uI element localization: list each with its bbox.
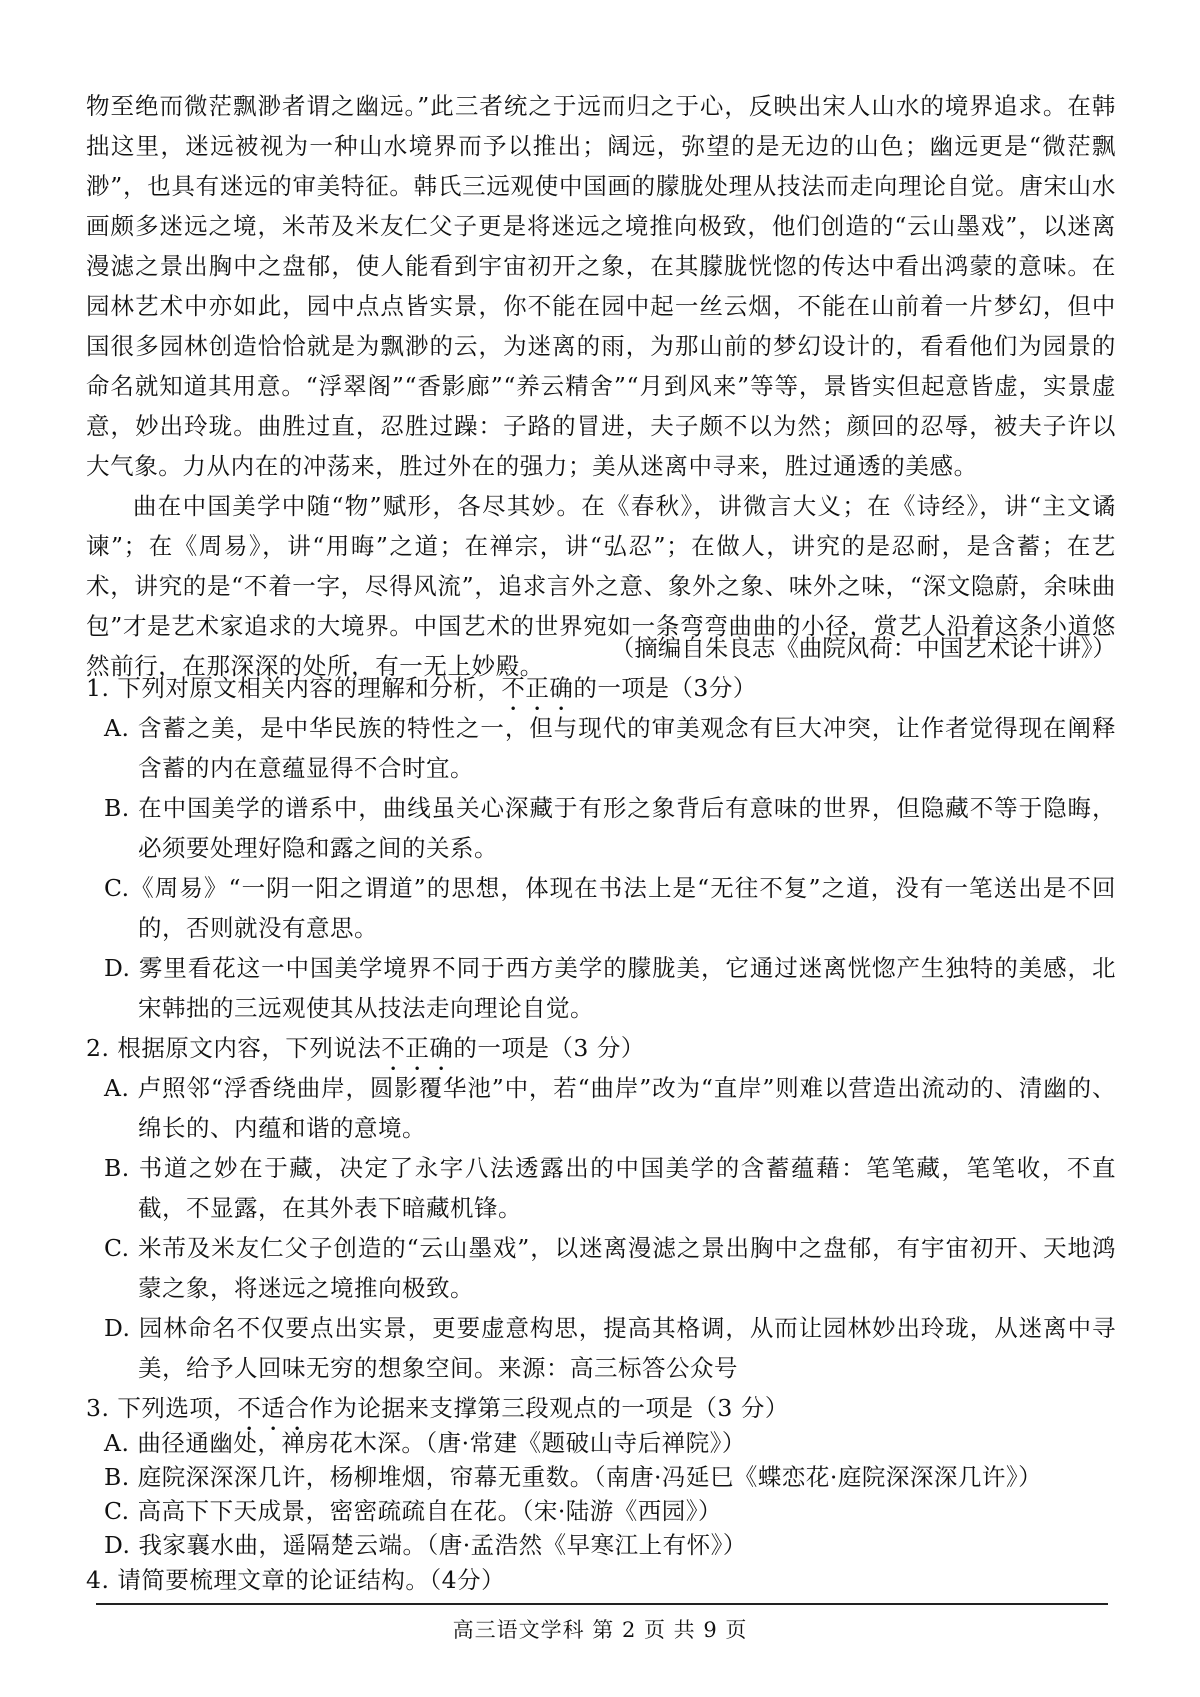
question-3-option-c: C. 高高下下天成景，密密疏疏自在花。（宋·陆游《西园》） — [104, 1497, 723, 1525]
question-3-emphasis: 不适合 — [237, 1394, 310, 1422]
question-3-option-a: A. 曲径通幽处，禅房花木深。（唐·常建《题破山寺后禅院》） — [104, 1429, 746, 1457]
question-1-text: 1. 下列对原文相关内容的理解和分析， — [86, 674, 502, 702]
question-2-score: 的一项是（3 分） — [453, 1034, 645, 1062]
passage-source: （摘编自朱良志《曲院风荷：中国艺术论十讲》） — [610, 634, 1116, 662]
question-2-text: 2. 根据原文内容，下列说法 — [86, 1034, 382, 1062]
question-3-option-b: B. 庭院深深深几许，杨柳堆烟，帘幕无重数。（南唐·冯延巳《蝶恋花·庭院深深深几许》） — [104, 1463, 1043, 1491]
passage-paragraph-1: 物至绝而微茫飘渺者谓之幽远。”此三者统之于远而归之于心，反映出宋人山水的境界追求。在韩拙这里，迷远被视为一种山水境界而予以推出；阔远，弥望的是无边的山色；幽远更是“微茫飘渺”，也具有迷远的审美特征。韩氏三远观使中国画的朦胧处理从技法而走向理论自觉。唐宋山水画颇多迷远之境，米芾及米友仁父子更是将迷远之境推向极致，他们创造的“云山墨戏”，以迷离漫滤之景出胸中之盘郁，使人能看到宇宙初开之象，在其朦胧恍惚的传达中看出鸿蒙的意味。在园林艺术中亦如此，园中点点皆实景，你不能在园中起一丝云烟，不能在山前着一片梦幻，但中国很多园林创造恰恰就是为飘渺的云，为迷离的雨，为那山前的梦幻设计的，看看他们为园景的命名就知道其用意。“浮翠阁”“香影廊”“养云精舍”“月到风来”等等，景皆实但起意皆虚，实景虚意，妙出玲珑。曲胜过直，忍胜过躁：子路的冒进，夫子颇不以为然；颜回的忍辱，被夫子许以大气象。力从内在的冲荡来，胜过外在的强力；美从迷离中寻来，胜过通透的美感。 — [86, 92, 1116, 480]
question-3-text: 3. 下列选项， — [86, 1394, 238, 1422]
question-1-option-a: A. 含蓄之美，是中华民族的特性之一，但与现代的审美观念有巨大冲突，让作者觉得现在阐释含蓄的内在意蕴显得不合时宜。 — [104, 714, 1116, 782]
question-2-option-d: D. 园林命名不仅要点出实景，更要虚意构思，提高其格调，从而让园林妙出玲珑，从迷离中寻美，给予人回味无穷的想象空间。来源：高三标答公众号 — [104, 1314, 1116, 1382]
question-1-option-c: C.《周易》“一阴一阳之谓道”的思想，体现在书法上是“无往不复”之道，没有一笔送出是不回的，否则就没有意思。 — [104, 874, 1116, 942]
question-4-stem: 4. 请简要梳理文章的论证结构。（4分） — [86, 1566, 506, 1594]
question-2-emphasis: 不正确 — [381, 1034, 454, 1062]
question-3-option-d: D. 我家襄水曲，遥隔楚云端。（唐·孟浩然《早寒江上有怀》） — [104, 1531, 747, 1559]
question-1-option-d: D. 雾里看花这一中国美学境界不同于西方美学的朦胧美，它通过迷离恍惚产生独特的美感，北宋韩拙的三远观使其从技法走向理论自觉。 — [104, 954, 1116, 1022]
question-3-score: 作为论据来支撑第三段观点的一项是（3 分） — [309, 1394, 789, 1422]
question-2-option-a: A. 卢照邻“浮香绕曲岸，圆影覆华池”中，若“曲岸”改为“直岸”则难以营造出流动的、清幽的、绵长的、内蕴和谐的意境。 — [104, 1074, 1116, 1142]
footer-divider — [96, 1603, 1108, 1605]
page-footer: 高三语文学科 第 2 页 共 9 页 — [452, 1618, 748, 1642]
question-2-option-b: B. 书道之妙在于藏，决定了永字八法透露出的中国美学的含蓄蕴藉：笔笔藏，笔笔收，不直截，不显露，在其外表下暗藏机锋。 — [104, 1154, 1116, 1222]
passage-paragraph-2: 曲在中国美学中随“物”赋形，各尽其妙。在《春秋》，讲微言大义；在《诗经》，讲“主文谲谏”；在《周易》，讲“用晦”之道；在禅宗，讲“弘忍”；在做人，讲究的是忍耐，是含蓄；在艺术，讲究的是“不着一字，尽得风流”，追求言外之意、象外之象、味外之味，“深文隐蔚，余味曲包”才是艺术家追求的大境界。中国艺术的世界宛如一条弯弯曲曲的小径，赏艺人沿着这条小道悠然前行，在那深深的处所，有一无上妙殿。 — [86, 492, 1116, 680]
question-2-option-c: C. 米芾及米友仁父子创造的“云山墨戏”，以迷离漫滤之景出胸中之盘郁，有宇宙初开、天地鸿蒙之象，将迷远之境推向极致。 — [104, 1234, 1116, 1302]
question-1-score: 的一项是（3分） — [573, 674, 757, 702]
question-1-emphasis: 不正确 — [501, 674, 574, 702]
reading-passage — [86, 86, 1116, 686]
question-1-option-b: B. 在中国美学的谱系中，曲线虽关心深藏于有形之象背后有意味的世界，但隐藏不等于隐晦，必须要处理好隐和露之间的关系。 — [104, 794, 1116, 862]
